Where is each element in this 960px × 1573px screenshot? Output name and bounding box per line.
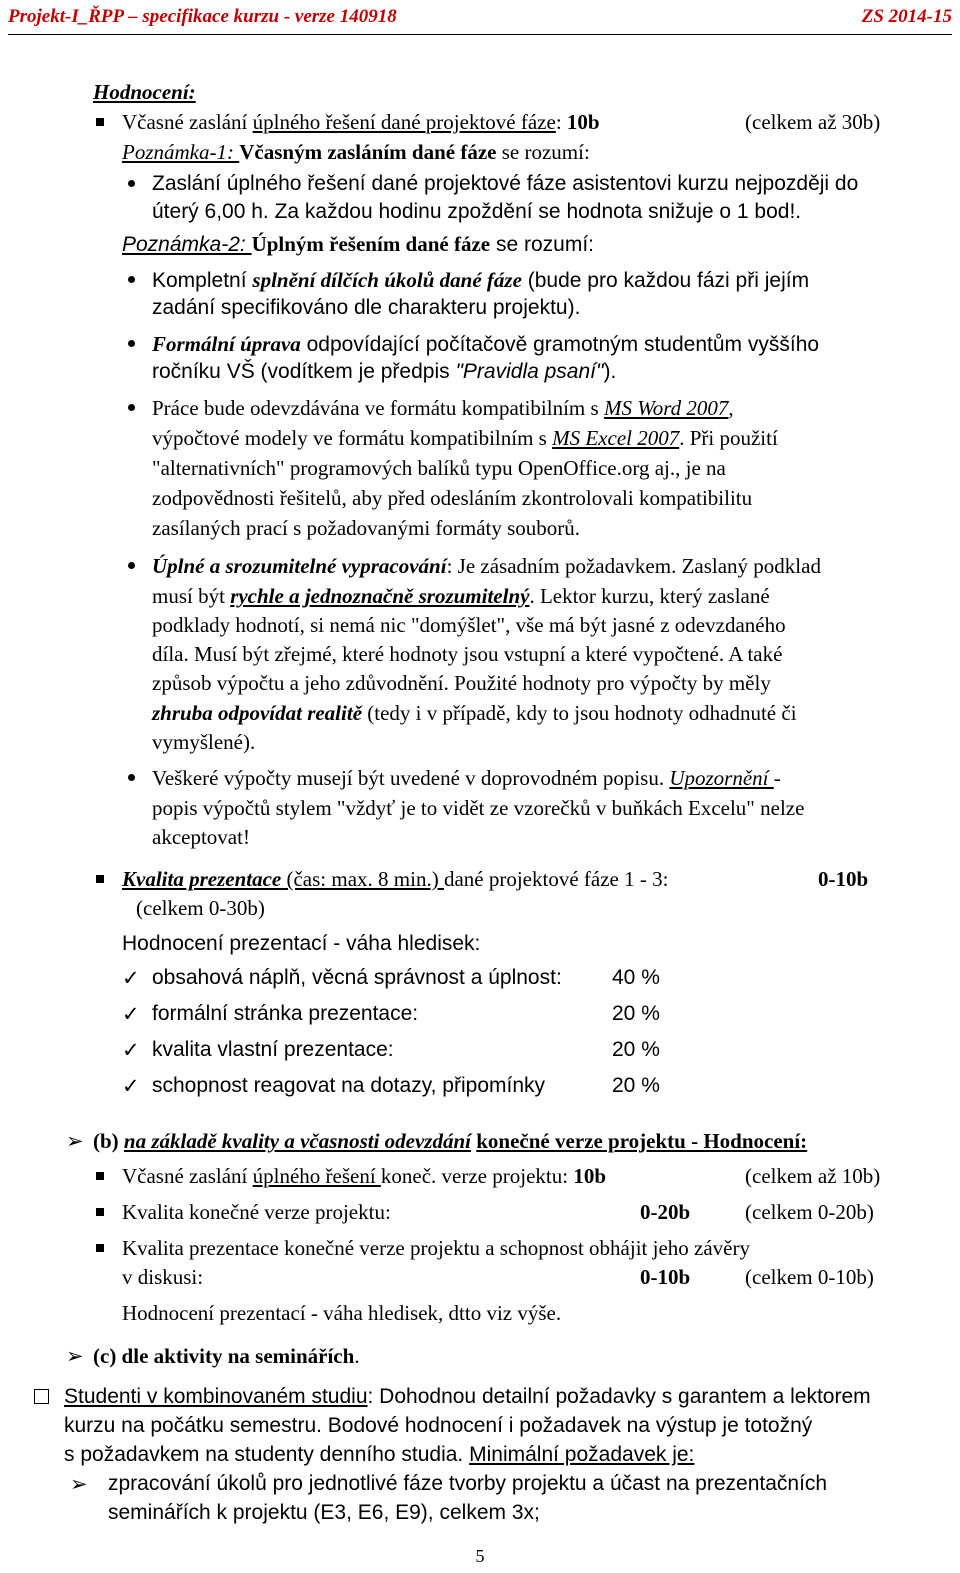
rule-presentation-total: (celkem 0-30b)	[136, 896, 265, 920]
note-1: Poznámka-1: Včasným zasláním dané fáze se rozumí:	[122, 140, 590, 164]
rule-timely-submission: Včasné zaslání úplného řešení dané projektové fáze: 10b	[122, 110, 600, 134]
bullet-dot-icon	[128, 404, 135, 411]
part-b-presentation-note: Hodnocení prezentací - váha hledisek, dtto viz výše.	[122, 1301, 562, 1325]
weight-pct: 40 %	[612, 966, 660, 989]
bullet-dot-icon	[128, 562, 135, 569]
note-2-item-2-l2: ročníku VŠ (vodítkem je předpis "Pravidla psaní").	[152, 360, 617, 383]
arrow-bullet-icon: ➢	[66, 1129, 84, 1153]
note-2-item-3-l2: výpočtové modely ve formátu kompatibilním s MS Excel 2007. Při použití	[152, 426, 778, 450]
note-1-item-l1: Zaslání úplného řešení dané projektové fáze asistentovi kurzu nejpozději do	[152, 172, 859, 195]
note-2-item-4-l5: způsob výpočtu a jeho zdůvodnění. Použité hodnoty pro výpočty by měly	[152, 671, 771, 695]
note-2-item-4-l1: Úplné a srozumitelné vypracování: Je zásadním požadavkem. Zaslaný podklad	[152, 554, 821, 578]
combined-students-l3: s požadavkem na studenty denního studia. Minimální požadavek je:	[64, 1443, 695, 1466]
note-2-item-3-l1: Práce bude odevzdávána ve formátu kompatibilním s MS Word 2007,	[152, 396, 734, 420]
note-1-item-l2: úterý 6,00 h. Za každou hodinu zpoždění se hodnota snižuje o 1 bod!.	[152, 200, 802, 223]
section-title: Hodnocení:	[93, 80, 196, 104]
note-2-item-4-l3: podklady hodnotí, si nemá nic "domýšlet", vše má být jasné z odevzdaného	[152, 613, 786, 637]
part-b-quality: Kvalita konečné verze projektu:	[122, 1200, 391, 1224]
weight-label: formální stránka prezentace:	[152, 1002, 419, 1025]
header-term: ZS 2014-15	[861, 6, 952, 27]
combined-students-l2: kurzu na počátku semestru. Bodové hodnocení i požadavek na výstup je totožný	[64, 1414, 813, 1437]
check-icon: ✓	[122, 1002, 140, 1026]
square-bullet-icon	[96, 875, 104, 883]
combined-students-l1: Studenti v kombinovaném studiu: Dohodnou detailní požadavky s garantem a lektorem	[64, 1385, 871, 1408]
note-2-item-4-l7: vymyšlené).	[152, 730, 256, 754]
part-b-heading: (b) na základě kvality a včasnosti odevzdání konečné verze projektu - Hodnocení:	[93, 1129, 808, 1153]
square-bullet-icon	[96, 1172, 104, 1180]
weight-pct: 20 %	[612, 1002, 660, 1025]
rule-timely-total: (celkem až 30b)	[745, 110, 881, 134]
min-requirement-l1: zpracování úkolů pro jednotlivé fáze tvorby projektu a účast na prezentačních	[108, 1472, 828, 1495]
note-2-item-1-l2: zadání specifikováno dle charakteru projektu).	[152, 296, 581, 319]
note-2-item-5-l3: akceptovat!	[152, 825, 250, 849]
rule-presentation-points: 0-10b	[818, 867, 869, 891]
note-2-item-3-l3: "alternativních" programových balíků typu OpenOffice.org aj., je na	[152, 456, 726, 480]
part-b-timely: Včasné zaslání úplného řešení koneč. verze projektu: 10b	[122, 1164, 607, 1188]
weights-title: Hodnocení prezentací - váha hledisek:	[122, 932, 481, 955]
square-bullet-icon	[96, 1208, 104, 1216]
note-2-item-5-l1: Veškeré výpočty musejí být uvedené v doprovodném popisu. Upozornění -	[152, 766, 781, 790]
arrow-bullet-icon: ➢	[70, 1472, 88, 1496]
bullet-dot-icon	[128, 774, 135, 781]
weight-pct: 20 %	[612, 1074, 660, 1097]
bullet-dot-icon	[128, 180, 135, 187]
check-icon: ✓	[122, 1074, 140, 1098]
weight-label: kvalita vlastní prezentace:	[152, 1038, 394, 1061]
page-header	[8, 4, 952, 35]
page-number: 5	[475, 1546, 485, 1566]
note-2-item-1-l1: Kompletní splnění dílčích úkolů dané fáze (bude pro každou fázi při jejím	[152, 268, 810, 292]
check-icon: ✓	[122, 966, 140, 990]
note-2-item-4-l4: díla. Musí být zřejmé, které hodnoty jsou vstupní a které vypočtené. A také	[152, 642, 783, 666]
min-requirement-l2: seminářích k projektu (E3, E6, E9), celkem 3x;	[108, 1501, 540, 1524]
part-b-quality-points: 0-20b	[640, 1200, 691, 1224]
check-icon: ✓	[122, 1038, 140, 1062]
rule-presentation: Kvalita prezentace (čas: max. 8 min.) dané projektové fáze 1 - 3:	[122, 867, 669, 891]
part-c-heading: (c) dle aktivity na seminářích.	[93, 1344, 360, 1368]
note-2-item-4-l2: musí být rychle a jednoznačně srozumitelný. Lektor kurzu, který zaslané	[152, 584, 770, 608]
part-b-presentation-points: 0-10b	[640, 1265, 691, 1289]
note-2-item-5-l2: popis výpočtů stylem "vždyť je to vidět ze vzorečků v buňkách Excelu" nelze	[152, 796, 805, 820]
note-2: Poznámka-2: Úplným řešením dané fáze se rozumí:	[122, 232, 594, 256]
header-title: Projekt-I_ŘPP – specifikace kurzu - verze 140918	[8, 6, 397, 27]
arrow-bullet-icon: ➢	[66, 1344, 84, 1368]
note-2-item-2-l1: Formální úprava odpovídající počítačově gramotným studentům vyššího	[152, 332, 820, 356]
weight-pct: 20 %	[612, 1038, 660, 1061]
square-bullet-icon	[96, 118, 104, 126]
note-2-item-3-l5: zasílaných prací s požadovanými formáty souborů.	[152, 516, 581, 540]
note-2-item-4-l6: zhruba odpovídat realitě (tedy i v případě, kdy to jsou hodnoty odhadnuté či	[152, 701, 797, 725]
weight-label: schopnost reagovat na dotazy, připomínky	[152, 1074, 546, 1097]
weight-label: obsahová náplň, věcná správnost a úplnost:	[152, 966, 562, 989]
part-b-presentation-l1: Kvalita prezentace konečné verze projektu a schopnost obhájit jeho závěry	[122, 1236, 750, 1260]
bullet-dot-icon	[128, 276, 135, 283]
bullet-dot-icon	[128, 340, 135, 347]
square-bullet-icon	[96, 1244, 104, 1252]
part-b-presentation-l2: v diskusi:	[122, 1265, 204, 1289]
part-b-timely-total: (celkem až 10b)	[745, 1164, 881, 1188]
checkbox-bullet-icon	[34, 1389, 49, 1404]
part-b-presentation-total: (celkem 0-10b)	[745, 1265, 874, 1289]
note-2-item-3-l4: zodpovědnosti řešitelů, aby před odesláním zkontrolovali kompatibilitu	[152, 486, 753, 510]
part-b-quality-total: (celkem 0-20b)	[745, 1200, 874, 1224]
